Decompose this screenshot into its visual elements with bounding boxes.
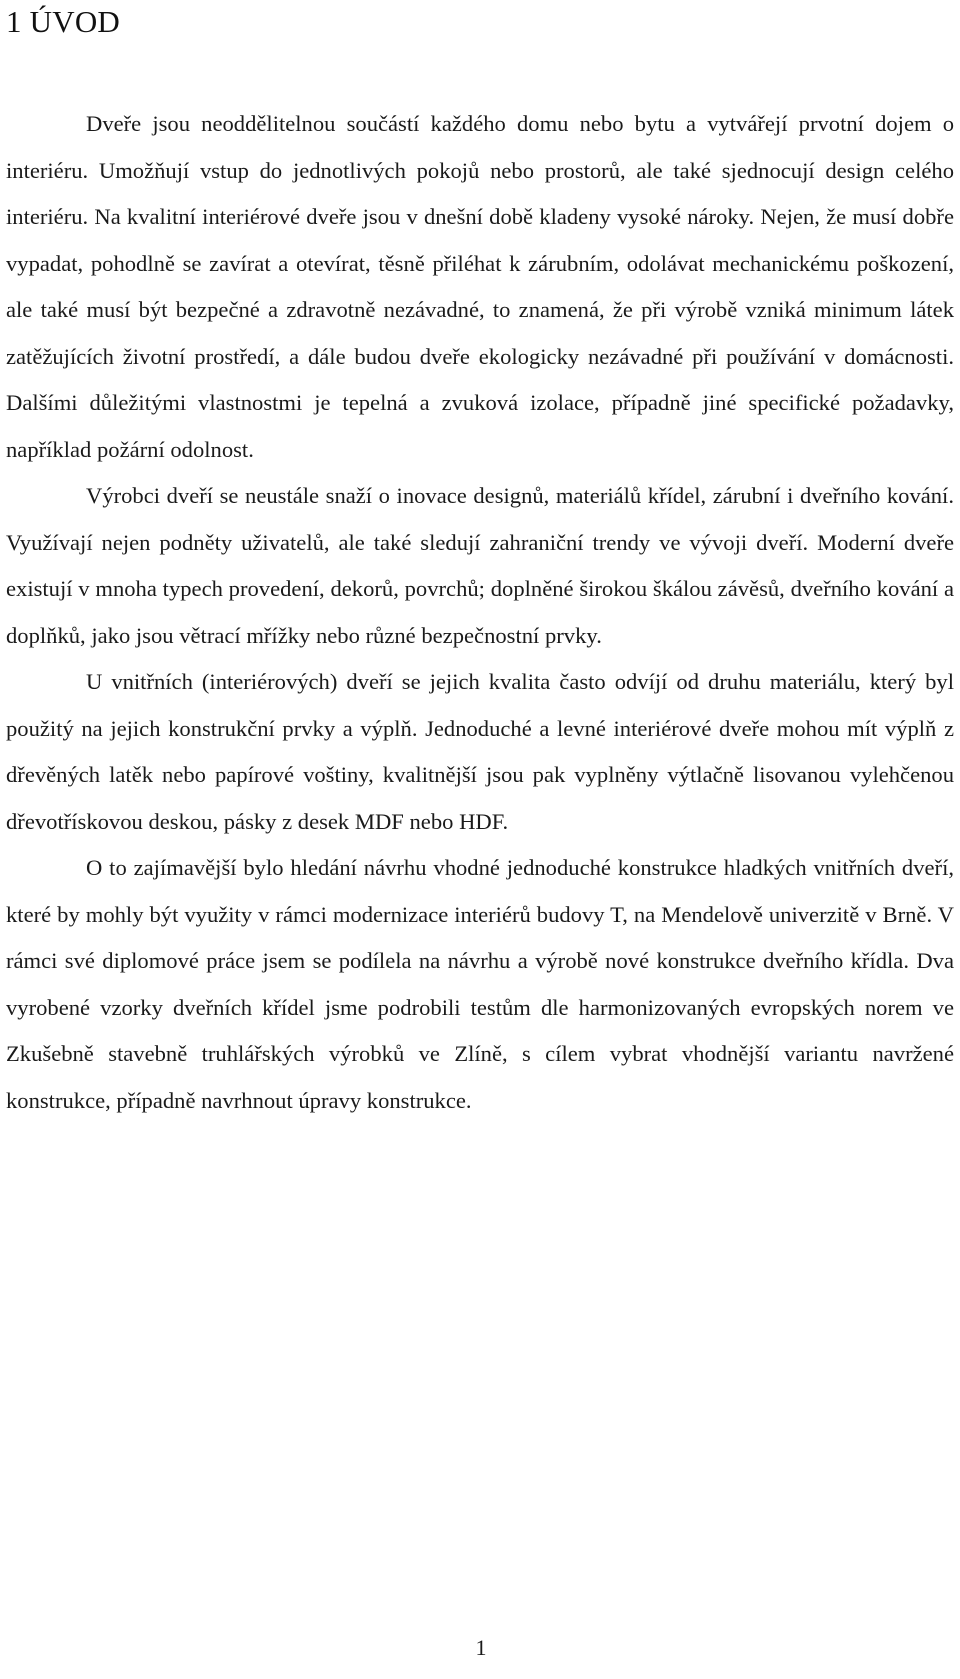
- paragraph-2: Výrobci dveří se neustále snaží o inovace designů, materiálů křídel, zárubní i dveřního kování. Využívají nejen podněty uživatelů, ale také sledují zahraniční trendy ve vývoji dveří. Moderní dveře existují v mnoha typech provedení, dekorů, povrchů; doplněné širokou škálou závěsů, dveřního kování a doplňků, jako jsou větrací mřížky nebo různé bezpečnostní prvky.: [6, 483, 954, 648]
- body-text: [6, 101, 954, 1124]
- chapter-heading: 1 ÚVOD: [6, 4, 120, 39]
- paragraph-3: U vnitřních (interiérových) dveří se jejich kvalita často odvíjí od druhu materiálu, který byl použitý na jejich konstrukční prvky a výplň. Jednoduché a levné interiérové dveře mohou mít výplň z dřevěných latěk nebo papírové voštiny, kvalitnější jsou pak vyplněny výtlačně lisovanou vylehčenou dřevotřískovou deskou, pásky z desek MDF nebo HDF.: [6, 669, 954, 834]
- paragraph-1: Dveře jsou neoddělitelnou součástí každého domu nebo bytu a vytvářejí prvotní dojem o interiéru. Umožňují vstup do jednotlivých pokojů nebo prostorů, ale také sjednocují design celého interiéru. Na kvalitní interiérové dveře jsou v dnešní době kladeny vysoké nároky. Nejen, že musí dobře vypadat, pohodlně se zavírat a otevírat, těsně přiléhat k zárubním, odolávat mechanickému poškození, ale také musí být bezpečné a zdravotně nezávadné, to znamená, že při výrobě vzniká minimum látek zatěžujících životní prostředí, a dále budou dveře ekologicky nezávadné při používání v domácnosti. Dalšími důležitými vlastnostmi je tepelná a zvuková izolace, případně jiné specifické požadavky, například požární odolnost.: [6, 111, 954, 462]
- page-number: 1: [475, 1635, 487, 1660]
- paragraph-4: O to zajímavější bylo hledání návrhu vhodné jednoduché konstrukce hladkých vnitřních dveří, které by mohly být využity v rámci modernizace interiérů budovy T, na Mendelově univerzitě v Brně. V rámci své diplomové práce jsem se podílela na návrhu a výrobě nové konstrukce dveřního křídla. Dva vyrobené vzorky dveřních křídel jsme podrobili testům dle harmonizovaných evropských norem ve Zkušebně stavebně truhlářských výrobků ve Zlíně, s cílem vybrat vhodnější variantu navržené konstrukce, případně navrhnout úpravy konstrukce.: [6, 855, 954, 1113]
